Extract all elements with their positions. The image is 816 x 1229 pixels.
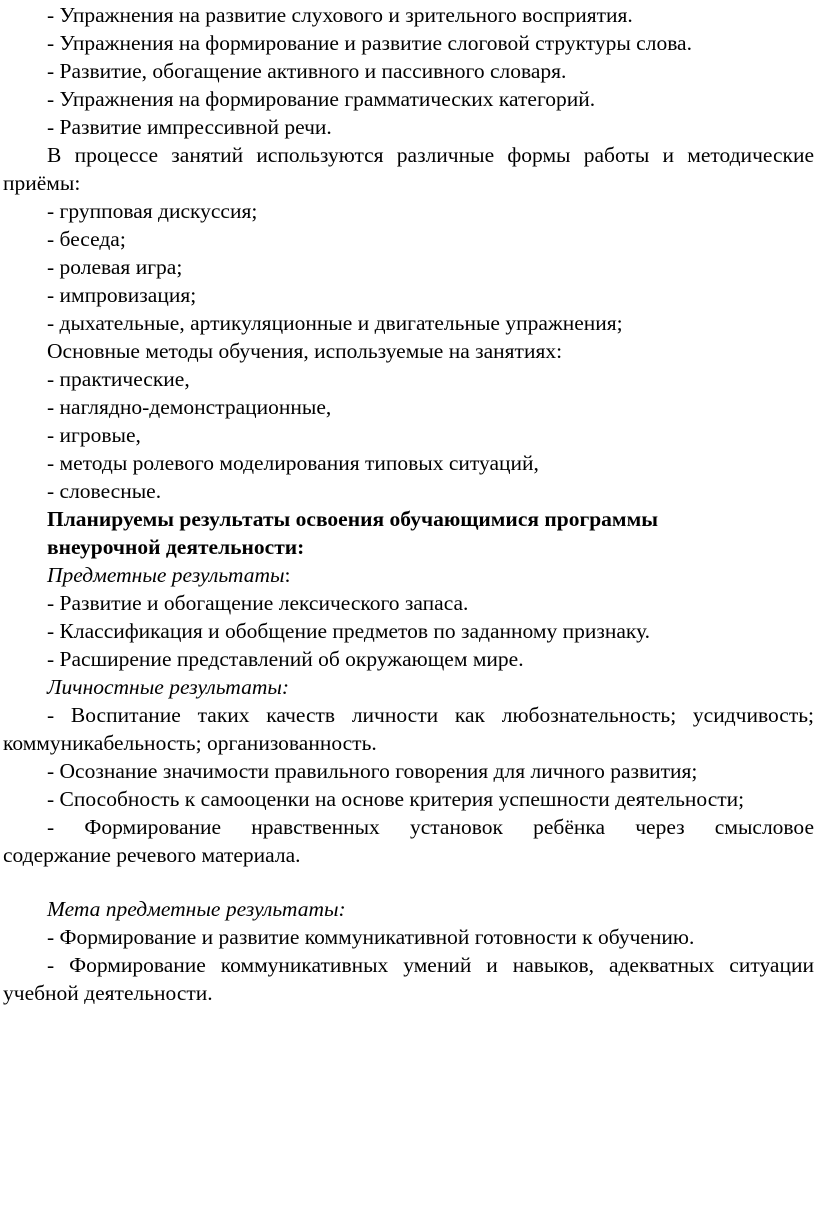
list-item: - методы ролевого моделирования типовых ситуаций, (47, 451, 539, 475)
list-item-continuation: коммуникабельность; организованность. (3, 731, 377, 755)
methods-heading: Основные методы обучения, используемые на занятиях: (47, 339, 563, 363)
list-item-continuation: содержание речевого материала. (3, 843, 301, 867)
list-item: - Развитие импрессивной речи. (47, 115, 332, 139)
list-item: - Формирование коммуникативных умений и навыков, адекватных ситуации (47, 953, 814, 977)
meta-results-title: Мета предметные результаты: (47, 897, 346, 921)
subject-results-title (47, 562, 291, 588)
subject-results-title-colon: : (284, 563, 291, 587)
personal-results-title: Личностные результаты: (47, 675, 290, 699)
list-item: - дыхательные, артикуляционные и двигательные упражнения; (47, 311, 623, 335)
list-item: - Упражнения на развитие слухового и зрительного восприятия. (47, 3, 633, 27)
list-item: - импровизация; (47, 283, 197, 307)
section-heading: внеурочной деятельности: (47, 535, 305, 559)
list-item: - практические, (47, 367, 190, 391)
list-item: - Формирование и развитие коммуникативной готовности к обучению. (47, 925, 695, 949)
list-item: - Классификация и обобщение предметов по заданному признаку. (47, 619, 651, 643)
list-item: - Развитие, обогащение активного и пассивного словаря. (47, 59, 567, 83)
list-item: - Упражнения на формирование и развитие слоговой структуры слова. (47, 31, 692, 55)
list-item: - Формирование нравственных установок ребёнка через смысловое (47, 815, 814, 839)
list-item: - ролевая игра; (47, 255, 183, 279)
list-item: - игровые, (47, 423, 141, 447)
list-item: - Расширение представлений об окружающем мире. (47, 647, 524, 671)
forms-paragraph-line: В процессе занятий используются различные формы работы и методические (47, 143, 814, 167)
list-item: - беседа; (47, 227, 126, 251)
section-heading: Планируемы результаты освоения обучающимися программы (47, 507, 659, 531)
list-item: - Воспитание таких качеств личности как любознательность; усидчивость; (47, 703, 814, 727)
list-item: - Развитие и обогащение лексического запаса. (47, 591, 469, 615)
forms-paragraph-line: приёмы: (3, 171, 81, 195)
list-item: - Способность к самооценки на основе критерия успешности деятельности; (47, 787, 745, 811)
list-item-continuation: учебной деятельности. (3, 981, 213, 1005)
subject-results-title-text: Предметные результаты (47, 563, 285, 587)
list-item: - Упражнения на формирование грамматических категорий. (47, 87, 596, 111)
list-item: - групповая дискуссия; (47, 199, 258, 223)
list-item: - словесные. (47, 479, 162, 503)
list-item: - наглядно-демонстрационные, (47, 395, 332, 419)
list-item: - Осознание значимости правильного говорения для личного развития; (47, 759, 698, 783)
